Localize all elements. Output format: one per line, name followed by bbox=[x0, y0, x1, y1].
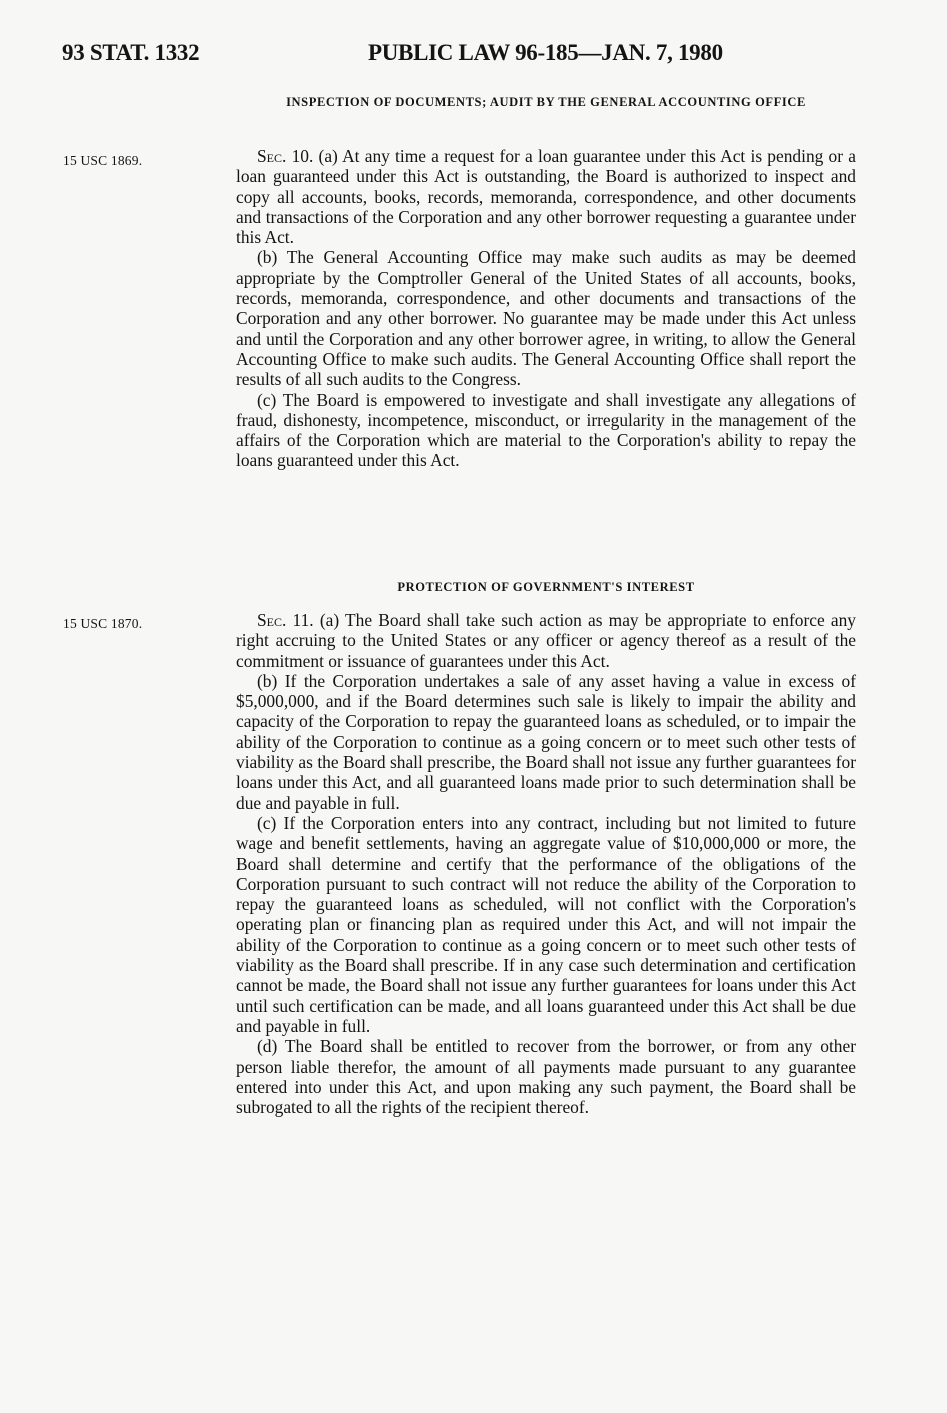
section-11-label: Sec. 11. bbox=[257, 610, 314, 630]
section-11-paragraph-b: (b) If the Corporation undertakes a sale of any asset having a value in excess of $5,000,000, and if the Board determines such sale is likely to impair the ability and capacity of the Corporation to repay the guaranteed loans as scheduled, or to impair the ability of the Corporation to continue as a going concern or to meet such other tests of viability as the Board shall prescribe, the Board shall not issue any further guarantees for loans under this Act, and all guaranteed loans made prior to such determination shall be due and payable in full. bbox=[236, 670, 856, 813]
section-11-body bbox=[236, 610, 856, 1117]
section-10-paragraph-c: (c) The Board is empowered to investigate and shall investigate any allegations of fraud, dishonesty, incompetence, misconduct, or irregularity in the management of the affairs of the Corporation which are material to the Corporation's ability to repay the loans guaranteed under this Act. bbox=[236, 389, 856, 471]
margin-note-15-usc-1869: 15 USC 1869. bbox=[63, 153, 143, 168]
section-11-paragraph-d: (d) The Board shall be entitled to recover from the borrower, or from any other person liable therefor, the amount of all payments made pursuant to any guarantee entered into under this Act, and upon making any such payment, the Board shall be subrogated to all the rights of the recipient thereof. bbox=[236, 1036, 856, 1118]
section-11-paragraph-c: (c) If the Corporation enters into any contract, including but not limited to future wage and benefit settlements, having an aggregate value of $10,000,000 or more, the Board shall determine and certify that the performance of the obligations of the Corporation pursuant to such contract will not reduce the ability of the Corporation to repay the guaranteed loans as scheduled, will not conflict with the Corporation's operating plan or financing plan as required under this Act, and will not impair the ability of the Corporation to continue as a going concern or to meet such other tests of viability as the Board shall prescribe. If in any case such determination and certification cannot be made, the Board shall not issue any further guarantees for loans under this Act until such certification can be made, and all loans guaranteed under this Act shall be due and payable in full. bbox=[236, 812, 856, 1036]
margin-note-15-usc-1870: 15 USC 1870. bbox=[63, 616, 143, 631]
section-10-paragraph-a bbox=[236, 146, 856, 247]
section-11-paragraph-a bbox=[236, 610, 856, 671]
statute-reference: 93 STAT. 1332 bbox=[62, 40, 200, 65]
law-title: PUBLIC LAW 96-185—JAN. 7, 1980 bbox=[368, 40, 723, 65]
section-11-paragraph-a-text: (a) The Board shall take such action as may be appropriate to enforce any right accruing to the United States or any officer or agency thereof as a result of the commitment or issuance of guarantees under this Act. bbox=[236, 610, 856, 671]
section-10-paragraph-b: (b) The General Accounting Office may make such audits as may be deemed appropriate by the Comptroller General of the United States of all accounts, books, records, memoranda, correspondence, and other documents and transactions of the Corporation and any other borrower. No guarantee may be made under this Act unless and until the Corporation and any other borrower agree, in writing, to allow the General Accounting Office to make such audits. The General Accounting Office shall report the results of all such audits to the Congress. bbox=[236, 247, 856, 390]
section-10-label: Sec. 10. bbox=[257, 146, 314, 166]
section-10-paragraph-a-text: (a) At any time a request for a loan guarantee under this Act is pending or a loan guaranteed under this Act is outstanding, the Board is authorized to inspect and copy all accounts, books, records, memoranda, correspondence, and other documents and transactions of the Corporation and any other borrower requesting a guarantee under this Act. bbox=[236, 146, 856, 248]
section-10-heading: INSPECTION OF DOCUMENTS; AUDIT BY THE GENERAL ACCOUNTING OFFICE bbox=[286, 95, 806, 109]
page-header bbox=[62, 40, 862, 74]
section-11-heading: PROTECTION OF GOVERNMENT'S INTEREST bbox=[397, 580, 695, 594]
section-10-body bbox=[236, 146, 856, 471]
